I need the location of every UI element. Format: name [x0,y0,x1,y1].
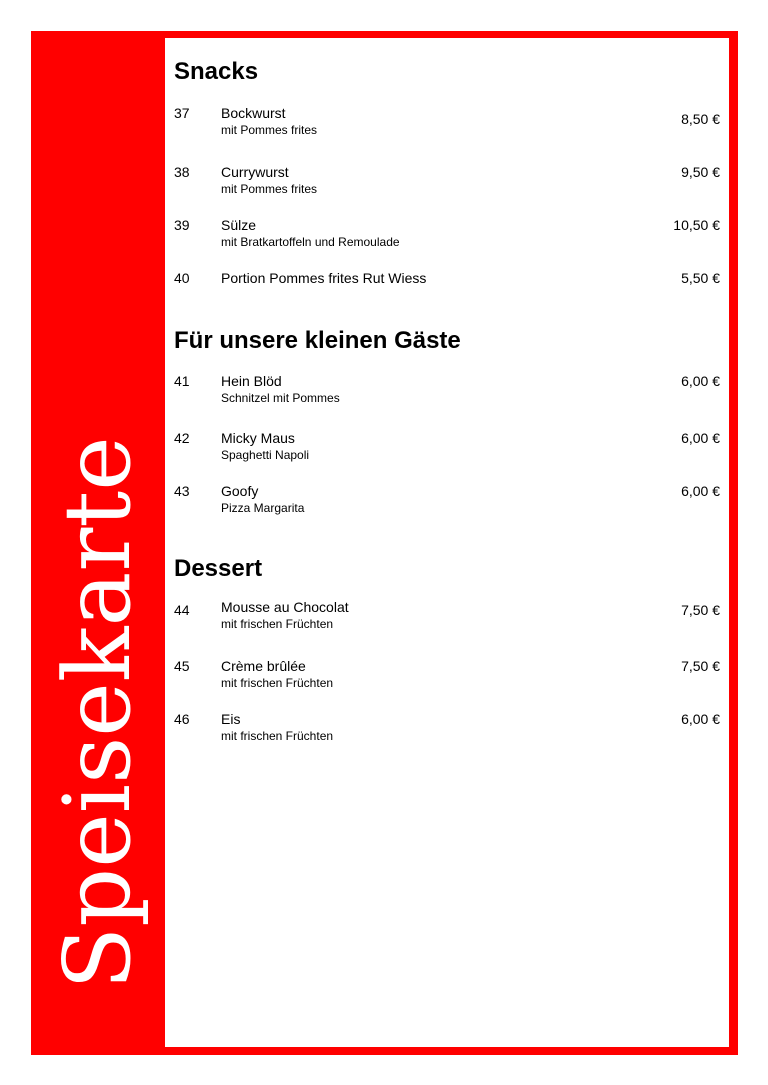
item-description: mit frischen Früchten [221,729,334,743]
item-description: Spaghetti Napoli [221,448,310,462]
item-price: 5,50 € [681,270,720,286]
item-name: Micky Maus [221,430,295,446]
sidebar-banner [31,31,165,1055]
item-price: 9,50 € [681,164,720,180]
item-description: mit Pommes frites [221,182,318,196]
item-number: 41 [174,373,190,389]
item-price: 10,50 € [673,217,720,233]
item-number: 43 [174,483,190,499]
item-price: 6,00 € [681,483,720,499]
item-name: Mousse au Chocolat [221,599,349,615]
item-name: Eis [221,711,241,727]
item-number: 40 [174,270,190,286]
menu-item-43 [174,483,720,523]
menu-item-39 [174,217,720,257]
item-price: 6,00 € [681,711,720,727]
menu-item-45 [174,658,720,698]
item-description: mit Pommes frites [221,123,318,137]
menu-title-vertical: Speisekarte [44,436,151,990]
menu-item-44 [174,599,720,639]
section-title-dessert: Dessert [174,555,263,582]
menu-item-46 [174,711,720,751]
menu-panel [165,38,729,1047]
item-number: 45 [174,658,190,674]
item-price: 7,50 € [681,658,720,674]
item-description: mit Bratkartoffeln und Remoulade [221,235,400,249]
item-number: 38 [174,164,190,180]
menu-item-42 [174,430,720,470]
item-name: Goofy [221,483,259,499]
menu-item-38 [174,164,720,204]
item-name: Currywurst [221,164,289,180]
item-number: 44 [174,602,190,618]
item-name: Portion Pommes frites Rut Wiess [221,270,427,286]
section-title-kids: Für unsere kleinen Gäste [174,327,461,354]
menu-item-41 [174,373,720,413]
item-number: 42 [174,430,190,446]
item-name: Hein Blöd [221,373,282,389]
item-description: Schnitzel mit Pommes [221,391,340,405]
item-number: 37 [174,105,190,121]
item-name: Sülze [221,217,257,233]
item-number: 39 [174,217,190,233]
menu-item-40 [174,270,720,310]
section-title-snacks: Snacks [174,58,259,85]
item-price: 8,50 € [681,111,720,127]
item-description: mit frischen Früchten [221,617,334,631]
item-price: 6,00 € [681,373,720,389]
item-name: Bockwurst [221,105,286,121]
item-description: Pizza Margarita [221,501,305,515]
menu-item-37 [174,105,720,145]
item-description: mit frischen Früchten [221,676,334,690]
item-price: 6,00 € [681,430,720,446]
item-price: 7,50 € [681,602,720,618]
item-name: Crème brûlée [221,658,306,674]
item-number: 46 [174,711,190,727]
